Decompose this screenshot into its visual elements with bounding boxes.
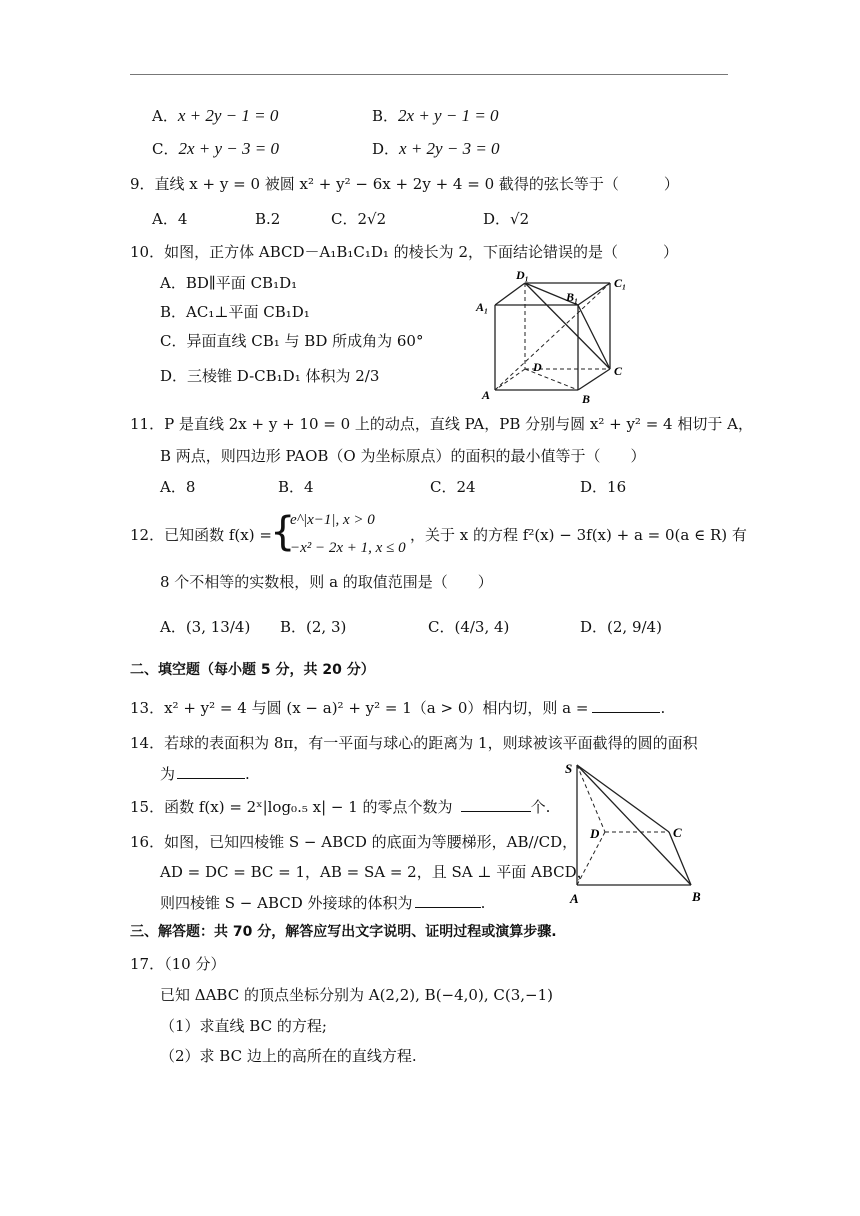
cube-label-a1: A₁ — [476, 300, 489, 314]
header-rule — [130, 74, 728, 75]
q10-option-c: C．异面直线 CB₁ 与 BD 所成角为 60° — [160, 332, 424, 350]
q9-option-a: A．4 — [152, 210, 188, 228]
pyramid-label-a: A — [570, 891, 579, 906]
q9-stem: 9．直线 x + y = 0 被圆 x² + y² − 6x + 2y + 4 = 0 截得的弦长等于（ ） — [130, 175, 679, 193]
q11-option-c: C．24 — [430, 478, 476, 496]
q17-part1: （1）求直线 BC 的方程; — [160, 1017, 327, 1035]
q9-option-c: C．2√2 — [331, 210, 387, 228]
q12-tail: ，关于 x 的方程 f²(x) − 3f(x) + a = 0(a ∈ R) 有 — [410, 526, 747, 544]
pyramid-label-d: D — [590, 826, 600, 841]
q12-brace: { — [270, 509, 296, 555]
cube-label-d1: D₁ — [516, 268, 529, 282]
q12-lead: 12．已知函数 f(x) = — [130, 526, 272, 544]
q12-option-a: A．(3, 13/4) — [160, 618, 251, 636]
cube-label-d: D — [533, 360, 542, 374]
q11-option-d: D．16 — [580, 478, 627, 496]
q9-option-b: B.2 — [255, 210, 281, 228]
q17-given: 已知 ΔABC 的顶点坐标分别为 A(2,2), B(−4,0), C(3,−1) — [160, 986, 553, 1004]
q16-stem-line1: 16．如图，已知四棱锥 S − ABCD 的底面为等腰梯形，AB//CD， — [130, 833, 578, 851]
pyramid-label-s: S — [565, 761, 573, 776]
q11-option-b: B．4 — [278, 478, 314, 496]
cube-label-b: B — [582, 392, 591, 406]
q10-option-a: A．BD∥平面 CB₁D₁ — [160, 274, 298, 292]
q8-option-a: A．x + 2y − 1 = 0 — [152, 106, 279, 125]
q15-stem: 15．函数 f(x) = 2ˣ|log₀.₅ x| − 1 的零点个数为 个. — [130, 795, 550, 817]
q16-stem-line2: AD = DC = BC = 1，AB = SA = 2，且 SA ⊥ 平面 ABCD， — [160, 863, 592, 881]
section-solutions-heading: 三、解答题：共 70 分，解答应写出文字说明、证明过程或演算步骤. — [130, 924, 557, 940]
cube-label-c: C — [614, 364, 623, 378]
pyramid-label-b: B — [692, 889, 701, 904]
q13-stem: 13．x² + y² = 4 与圆 (x − a)² + y² = 1（a > 0）相内切，则 a = . — [130, 696, 665, 718]
q11-stem-line2: B 两点，则四边形 PAOB（O 为坐标原点）的面积的最小值等于（ ） — [160, 447, 646, 465]
q8-option-b: B．2x + y − 1 = 0 — [372, 106, 499, 125]
cube-label-a: A — [482, 388, 491, 402]
q15-answer-blank[interactable] — [461, 795, 531, 812]
q16-stem-line3: 则四棱锥 S − ABCD 外接球的体积为 . — [160, 891, 485, 913]
cube-label-c1: C₁ — [614, 276, 627, 290]
q10-option-b: B．AC₁⊥平面 CB₁D₁ — [160, 303, 310, 321]
q12-option-c: C．(4/3, 4) — [428, 618, 510, 636]
q17-heading: 17．（10 分） — [130, 955, 226, 973]
section-fill-in-heading: 二、填空题（每小题 5 分，共 20 分） — [130, 662, 375, 678]
q9-option-d: D．√2 — [483, 210, 530, 228]
q14-stem-line2: 为 . — [160, 762, 250, 784]
q12-case1: e^|x−1|, x > 0 — [290, 512, 375, 528]
pyramid-figure — [560, 755, 720, 907]
q10-stem: 10．如图，正方体 ABCD－A₁B₁C₁D₁ 的棱长为 2，下面结论错误的是（ ） — [130, 243, 678, 261]
q14-stem-line1: 14．若球的表面积为 8π，有一平面与球心的距离为 1，则球被该平面截得的圆的面积 — [130, 734, 698, 752]
pyramid-label-c: C — [673, 825, 682, 840]
q14-answer-blank[interactable] — [177, 762, 245, 779]
q13-answer-blank[interactable] — [592, 696, 660, 713]
q11-option-a: A．8 — [160, 478, 196, 496]
cube-label-b1: B₁ — [566, 290, 579, 304]
q12-option-d: D．(2, 9/4) — [580, 618, 662, 636]
q17-part2: （2）求 BC 边上的高所在的直线方程. — [160, 1047, 417, 1065]
q8-option-d: D．x + 2y − 3 = 0 — [372, 139, 500, 158]
q12-option-b: B．(2, 3) — [280, 618, 347, 636]
q8-option-c: C．2x + y − 3 = 0 — [152, 139, 279, 158]
q16-answer-blank[interactable] — [415, 891, 481, 908]
cube-figure — [470, 265, 640, 410]
q11-stem-line1: 11．P 是直线 2x + y + 10 = 0 上的动点，直线 PA，PB 分别与圆 x² + y² = 4 相切于 A， — [130, 415, 753, 433]
q12-stem-line2: 8 个不相等的实数根，则 a 的取值范围是（ ） — [160, 573, 493, 591]
q10-option-d: D．三棱锥 D-CB₁D₁ 体积为 2/3 — [160, 367, 380, 385]
q12-case2: −x² − 2x + 1, x ≤ 0 — [290, 540, 406, 556]
